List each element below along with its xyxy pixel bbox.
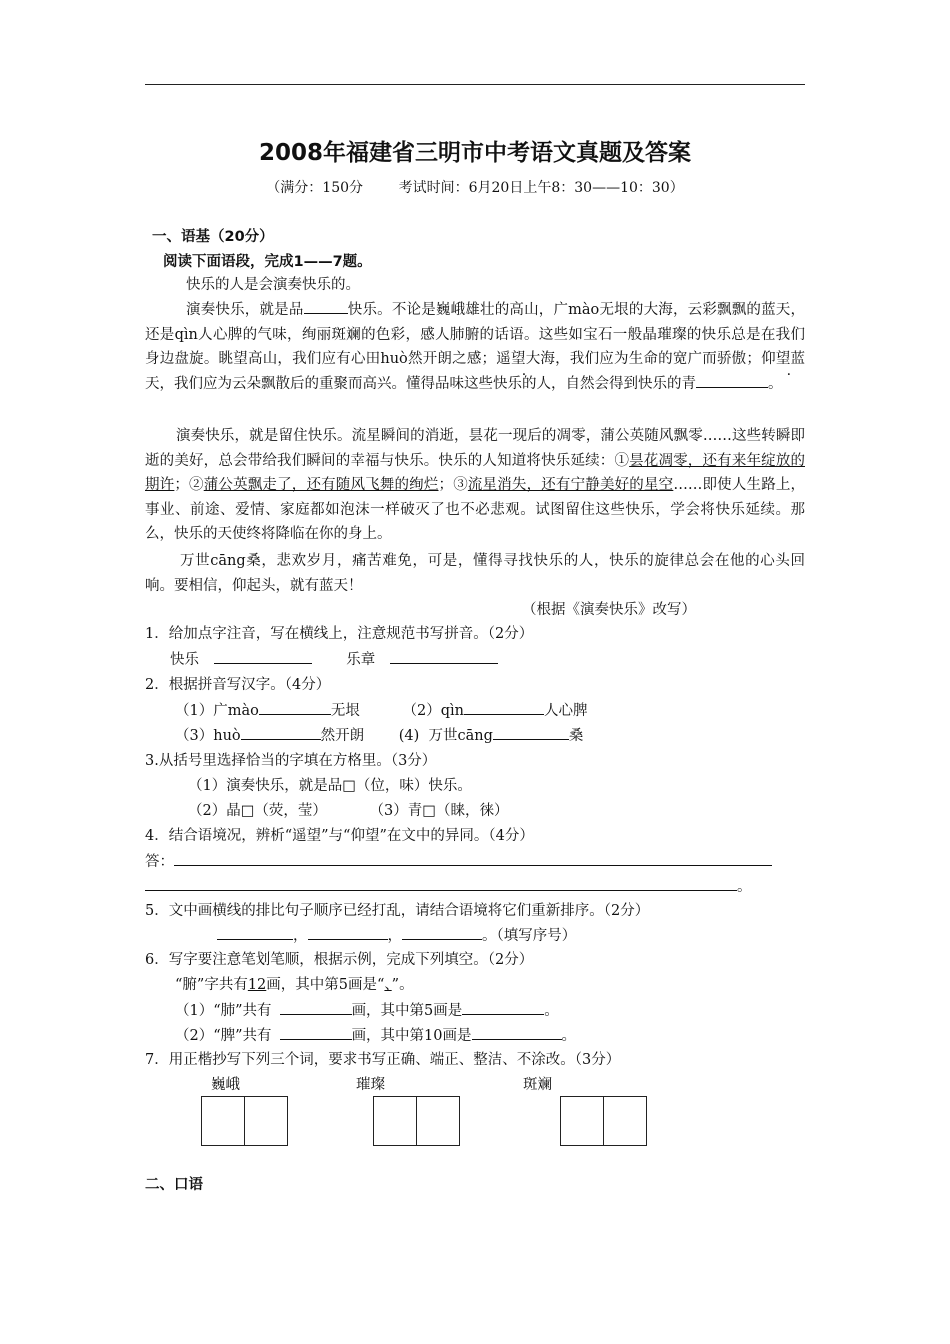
question-4-answer-line-2: 。	[145, 876, 752, 897]
question-6-item-1: （1）“肺”共有 画，其中第5画是 。	[175, 1000, 559, 1021]
passage-paragraph-3: 万世cāng桑，悲欢岁月，痛苦难免，可是，懂得寻找快乐的人，快乐的旋律总会在他的心头回响。要相信，仰起头，就有蓝天！	[145, 553, 805, 594]
passage-intro: 快乐的人是会演奏快乐的。	[186, 277, 360, 293]
answer-blank[interactable]	[464, 700, 544, 715]
writing-cell[interactable]	[373, 1096, 417, 1146]
underlined-sentence-3: 流星消失，还有宁静美好的星空	[467, 477, 674, 493]
passage-paragraph-2: 演奏快乐，就是留住快乐。流星瞬间的消逝，昙花一现后的凋零，蒲公英随风飘零……这些转瞬即逝的美好，总会带给我们瞬间的幸福与快乐。快乐的人知道将快乐延续：①昙花凋零，还有来年绽放的期许；②蒲公英飘走了，还有随风飞舞的绚烂；③流星消失，还有宁静美好的星空……即使人生路上，事业、前途、爱情、家庭都如泡沫一样破灭了也不必悲观。试图留住这些快乐，学会将快乐延续。那么，快乐的天使终将降临在你的身上。	[145, 428, 806, 542]
writing-cell[interactable]	[417, 1096, 460, 1146]
answer-blank[interactable]	[493, 725, 569, 740]
question-4: 4．结合语境况，辨析“遥望”与“仰望”在文中的异同。（4分）	[145, 828, 534, 844]
answer-blank[interactable]	[308, 925, 388, 940]
question-1-items: 快乐 乐章	[170, 649, 498, 670]
word-label-3: 斑斓	[523, 1077, 552, 1093]
answer-blank[interactable]	[214, 649, 312, 664]
writing-cell[interactable]	[604, 1096, 647, 1146]
question-2-row-2: （3）huò 然开朗 (4) 万世cāng 桑	[175, 725, 583, 746]
question-6: 6．写字要注意笔划笔顺，根据示例，完成下列填空。（2分）	[145, 952, 534, 968]
answer-blank[interactable]	[241, 725, 321, 740]
question-4-answer-line-1: 答：	[145, 851, 772, 872]
writing-grid-2[interactable]	[373, 1096, 460, 1146]
writing-cell[interactable]	[201, 1096, 245, 1146]
question-5: 5．文中画横线的排比句子顺序已经打乱，请结合语境将它们重新排序。（2分）	[145, 903, 650, 919]
writing-cell[interactable]	[560, 1096, 604, 1146]
writing-cell[interactable]	[245, 1096, 288, 1146]
question-3: 3.从括号里选择恰当的字填在方格里。（3分）	[145, 753, 437, 769]
passage-source: （根据《演奏快乐》改写）	[522, 602, 696, 618]
question-6-item-2: （2）“脾”共有 画，其中第10画是 。	[175, 1025, 576, 1046]
question-2-row-1: （1）广mào 无垠 （2）qìn 人心脾	[175, 700, 587, 721]
underlined-sentence-2: 蒲公英飘走了，还有随风飞舞的绚烂	[203, 477, 439, 493]
answer-blank[interactable]	[280, 1000, 352, 1015]
answer-blank[interactable]	[390, 649, 498, 664]
answer-line[interactable]	[174, 851, 772, 866]
answer-blank[interactable]	[402, 925, 482, 940]
answer-blank[interactable]	[217, 925, 293, 940]
answer-line[interactable]	[145, 876, 737, 891]
dotted-char: 遥	[496, 351, 511, 367]
dotted-char: 仰	[760, 351, 776, 367]
writing-grid-3[interactable]	[560, 1096, 647, 1146]
exam-info: （满分：150分 考试时间：6月20日上午8：30——10：30）	[266, 180, 684, 196]
passage-paragraph-1: 演奏快乐，就是品 快乐。不论是巍峨雄壮的高山，广mào无垠的大海，云彩飘飘的蓝天，还是qìn人心脾的气味，绚丽斑斓的色彩，感人肺腑的话语。这些如宝石一般晶璀璨的快乐总是在我们身边盘旋。眺望高山，我们应有心田huò然开朗之感；遥望大海，我们应为生命的宽广而骄傲；仰望蓝天，我们应为云朵飘散后的重聚而高兴。懂得品味这些快乐的人，自然会得到快乐的青 。	[145, 298, 805, 396]
blank	[304, 299, 348, 314]
top-rule	[145, 84, 805, 85]
word-label-1: 巍峨	[211, 1077, 240, 1093]
underlined-sentence-1: 昙花凋零，还有来年绽放的期许	[145, 452, 805, 493]
section-heading-2: 二、口语	[145, 1177, 203, 1193]
question-3-item-1: （1）演奏快乐，就是品□（位，味）快乐。	[188, 778, 472, 794]
answer-blank[interactable]	[472, 1025, 562, 1040]
word-label-2: 璀璨	[356, 1077, 385, 1093]
question-1: 1．给加点字注音，写在横线上，注意规范书写拼音。（2分）	[145, 626, 534, 642]
question-5-answers: ， ， 。（填写序号）	[217, 925, 576, 946]
question-2: 2．根据拼音写汉字。（4分）	[145, 677, 331, 693]
question-6-example: “腑”字共有12画，其中第5画是“、”。	[175, 977, 414, 993]
reading-instruction: 阅读下面语段，完成1——7题。	[163, 254, 372, 270]
question-3-items-2-3: （2）晶□（荧，莹） （3）青□（睐，徕）	[188, 803, 509, 819]
section-heading-1: 一、语基（20分）	[152, 229, 274, 245]
answer-blank[interactable]	[280, 1025, 352, 1040]
writing-grid-1[interactable]	[201, 1096, 288, 1146]
page-title: 2008年福建省三明市中考语文真题及答案	[258, 140, 691, 166]
question-7: 7．用正楷抄写下列三个词，要求书写正确、端正、整洁、不涂改。（3分）	[145, 1052, 621, 1068]
answer-blank[interactable]	[259, 700, 331, 715]
answer-blank[interactable]	[462, 1000, 544, 1015]
